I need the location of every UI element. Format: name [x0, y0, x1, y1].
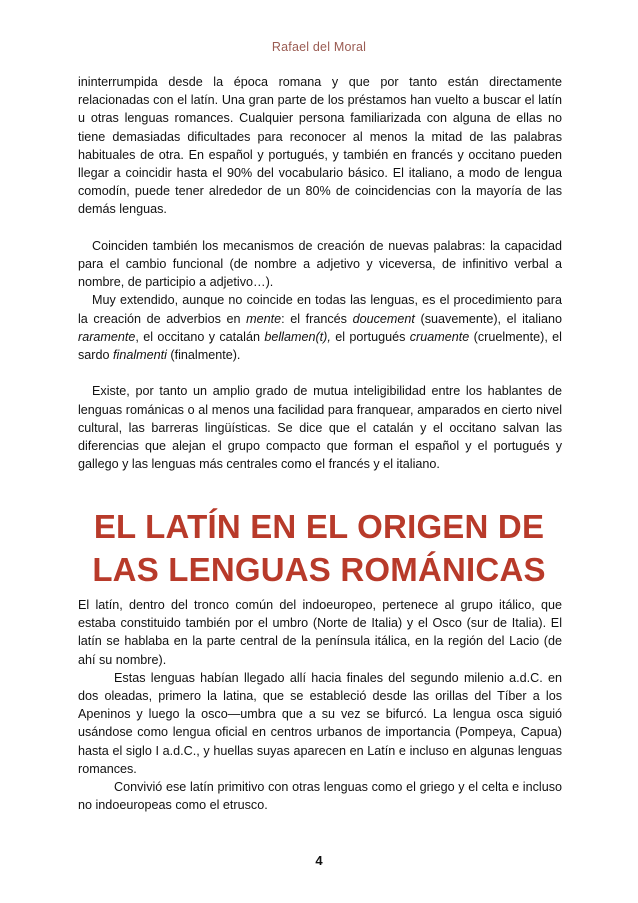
paragraph: ininterrumpida desde la época romana y que por tanto están directamente relacionadas con el latín. Una gran parte de los préstamos han vuelto a buscar el latín u otras lenguas romances. Cualquier persona familiarizada con alguna de ellas no tiene demasiadas dificultades para reconocer al menos la mitad de las palabras habituales de otra. En español y portugués, y también en francés y occitano pueden llegar a coincidir hasta el 90% del vocabulario básico. El italiano, a modo de lengua comodín, puede tener alrededor de un 80% de coincidencias con la mayoría de las demás lenguas. — [78, 75, 562, 217]
page-number: 4 — [315, 853, 323, 868]
italic-term: doucement — [352, 311, 415, 326]
chapter-title-line: EL LATÍN EN EL ORIGEN DE — [93, 508, 545, 545]
italic-term: cruamente — [409, 329, 470, 344]
italic-term: finalmenti — [113, 348, 167, 363]
paragraph: Coinciden también los mecanismos de creación de nuevas palabras: la capacidad para el cambio funcional (de nombre a adjetivo y viceversa, de infinitivo verbal a nombre, de participio a adjetivo…). — [78, 238, 562, 290]
section-latin-origin — [78, 596, 562, 814]
paragraph-gap — [78, 364, 562, 382]
text-run: (cruelmente), el sardo — [78, 329, 562, 363]
text-run: el portugués — [330, 329, 410, 344]
paragraph: El latín, dentro del tronco común del indoeuropeo, pertenece al grupo itálico, que estaba constituido también por el umbro (Norte de Italia) y el Osco (sur de Italia). El latín se hablaba en la parte central de la península itálica, en la región del Lacio (de ahí su nombre). — [78, 598, 562, 667]
text-run: Muy extendido, aunque no coincide en todas las lenguas, es el procedimiento para la creación de adverbios en — [78, 293, 562, 326]
text-run: , el occitano y catalán — [135, 329, 265, 344]
text-run: (finalmente). — [166, 348, 241, 363]
section-intro — [78, 73, 562, 473]
italic-term: mente — [246, 311, 282, 326]
paragraph: Existe, por tanto un amplio grado de mutua inteligibilidad entre los hablantes de lenguas románicas o al menos una facilidad para franquear, amparados en cierto nivel cultural, las barreras lingüísticas. Se dice que el catalán y el occitano salvan las diferencias que alejan el grupo compacto que forman el español y el portugués y gallego y las lenguas más centrales como el francés y el italiano. — [78, 384, 562, 472]
chapter-title-line: LAS LENGUAS ROMÁNICAS — [92, 551, 546, 588]
paragraph-adverbs — [78, 291, 562, 364]
text-run: : el francés — [281, 311, 353, 326]
chapter-title — [60, 505, 578, 591]
paragraph-gap — [78, 219, 562, 237]
running-header: Rafael del Moral — [271, 40, 367, 54]
paragraph: Estas lenguas habían llegado allí hacia finales del segundo milenio a.d.C. en dos oleadas, primero la latina, que se estableció desde las orillas del Tíber a los Apeninos y luego la osco—umbra que a su vez se bifurcó. La lengua osca siguió usándose como lengua oficial en centros urbanos de importancia (Pompeya, Capua) hasta el siglo I a.d.C., y huellas suyas aparecen en Latín e incluso en algunas lenguas romances. — [78, 670, 562, 776]
italic-term: raramente — [78, 329, 136, 344]
text-run: (suavemente), el italiano — [414, 311, 562, 326]
italic-term: bellamen(t), — [264, 329, 331, 344]
paragraph: Convivió ese latín primitivo con otras lenguas como el griego y el celta e incluso no indoeuropeas como el etrusco. — [78, 780, 562, 813]
